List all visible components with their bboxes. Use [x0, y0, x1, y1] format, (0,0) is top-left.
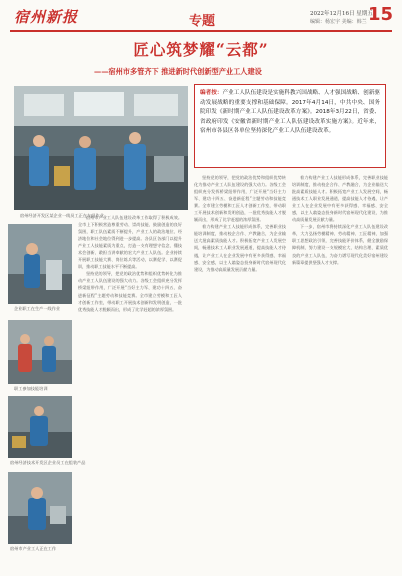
caption-photo1: 宿州经济开发区某企业一线员工正在车间作业	[20, 213, 104, 218]
page-number: 15	[368, 4, 394, 25]
editors-note-label: 编者按：	[200, 90, 223, 96]
headline: 匠心筑梦耀“云都”	[133, 40, 269, 59]
body-column-2	[194, 174, 286, 566]
newspaper-logo: 宿州新报	[14, 8, 79, 26]
photo-workers	[8, 224, 72, 304]
body-paragraph: 着力构建产业工人技能形成体系，完善职业技能培训制度，推动校企合作、产教融合，为企业输送大批高素质技能人才。积极拓宽产业工人发展空间，畅通技术工人职业发展通道，提高技能人才待遇，让产业工人在企业发展中有更多获得感、幸福感、安全感，以主人翁姿态投身新时代宿州现代化建设，为推动高质量发展贡献力量。	[292, 175, 388, 223]
body-column-3	[292, 174, 388, 566]
masthead	[0, 0, 402, 34]
body-paragraph: 下一步，宿州市将持续深化产业工人队伍建设改革，大力弘扬劳模精神、劳动精神、工匠精神，加强职工思想政治引领，完善技能评价体系，健全激励保障机制，努力建设一支规模宏大、结构合理、素质优良的产业工人队伍，为奋力谱写现代化美好宿州建设新篇章提供坚强人才支撑。	[292, 224, 388, 265]
body-paragraph: 着力构建产业工人技能形成体系，完善职业技能培训制度，推动校企合作、产教融合，为企业输送大批高素质技能人才。积极拓宽产业工人发展空间，畅通技术工人职业发展通道，提高技能人才待遇，让产业工人在企业发展中有更多获得感、幸福感、安全感，以主人翁姿态投身新时代宿州现代化建设，为推动高质量发展贡献力量。	[194, 224, 286, 272]
body-column-1	[78, 214, 182, 566]
editors-note-text: 产业工人队伍建设是实施科教兴国战略、人才强国战略、创新驱动发展战略的重要支撑和基础保障。2017年4月14日，中共中央、国务院印发《新时期产业工人队伍建设改革方案》。2018年3月22日，省委、省政府印发《安徽省新时期产业工人队伍建设改革实施方案》。近年来，宿州市各县区各单位坚持深化产业工人队伍建设改革。	[200, 90, 380, 135]
issue-date: 2022年12月16日 星期五	[310, 11, 373, 17]
body-paragraph: 宿州市产业工人队伍建设改革工作取得了积极成效。全市上下积极营造尊重劳动、崇尚技能、鼓励创造的良好氛围，职工队伍素质不断提升，产业工人的政治地位、经济地位和社会地位得到进一步提高。各县区各部门以提升产业工人技能素质为重点，打造一支有理想守信念、懂技术会创新、敢担当讲奉献的宏大产业工人队伍。企业持续开展职工技能大赛、岗位练兵等活动，以赛促学、以赛促训，推动职工技能水平不断提高。	[78, 215, 182, 270]
editors-note-box	[194, 84, 386, 168]
photo-assembly	[8, 396, 72, 458]
editors-note	[200, 89, 380, 137]
photo-training	[8, 320, 72, 384]
caption-photo5: 宿州市产业工人正在工作	[10, 546, 57, 551]
caption-photo3: 职工参加技能培训	[14, 386, 48, 391]
caption-photo4: 宿州经济技术开发区企业员工在组装产品	[10, 460, 86, 465]
caption-photo2: 企业职工在生产一线作业	[14, 306, 61, 311]
subheadline: ——宿州市多管齐下 推进新时代创新型产业工人建设	[94, 67, 262, 76]
body-paragraph: 坚持党的领导，把党的政治优势和组织优势转化为推动产业工人队伍建设的强大动力。各级工会组织充分发挥桥梁纽带作用，广泛开展“当好主力军、建功十四五、奋进新征程”主题劳动和技能竞赛。全市建立劳模和工匠人才创新工作室，带动职工开展技术创新和发明创造，一批优秀技能人才脱颖而出，形成了比学赶超的浓厚氛围。	[78, 271, 182, 312]
masthead-rule	[10, 30, 392, 32]
section-title: 专题	[189, 14, 216, 29]
photo-workshop	[14, 86, 188, 210]
editor-credits: 编辑：杨宏宇 美编：韩兰	[310, 19, 367, 25]
body-paragraph: 坚持党的领导，把党的政治优势和组织优势转化为推动产业工人队伍建设的强大动力。各级工会组织充分发挥桥梁纽带作用，广泛开展“当好主力军、建功十四五、奋进新征程”主题劳动和技能竞赛。全市建立劳模和工匠人才创新工作室，带动职工开展技术创新和发明创造，一批优秀技能人才脱颖而出，形成了比学赶超的浓厚氛围。	[194, 175, 286, 223]
photo-worker	[8, 472, 72, 544]
